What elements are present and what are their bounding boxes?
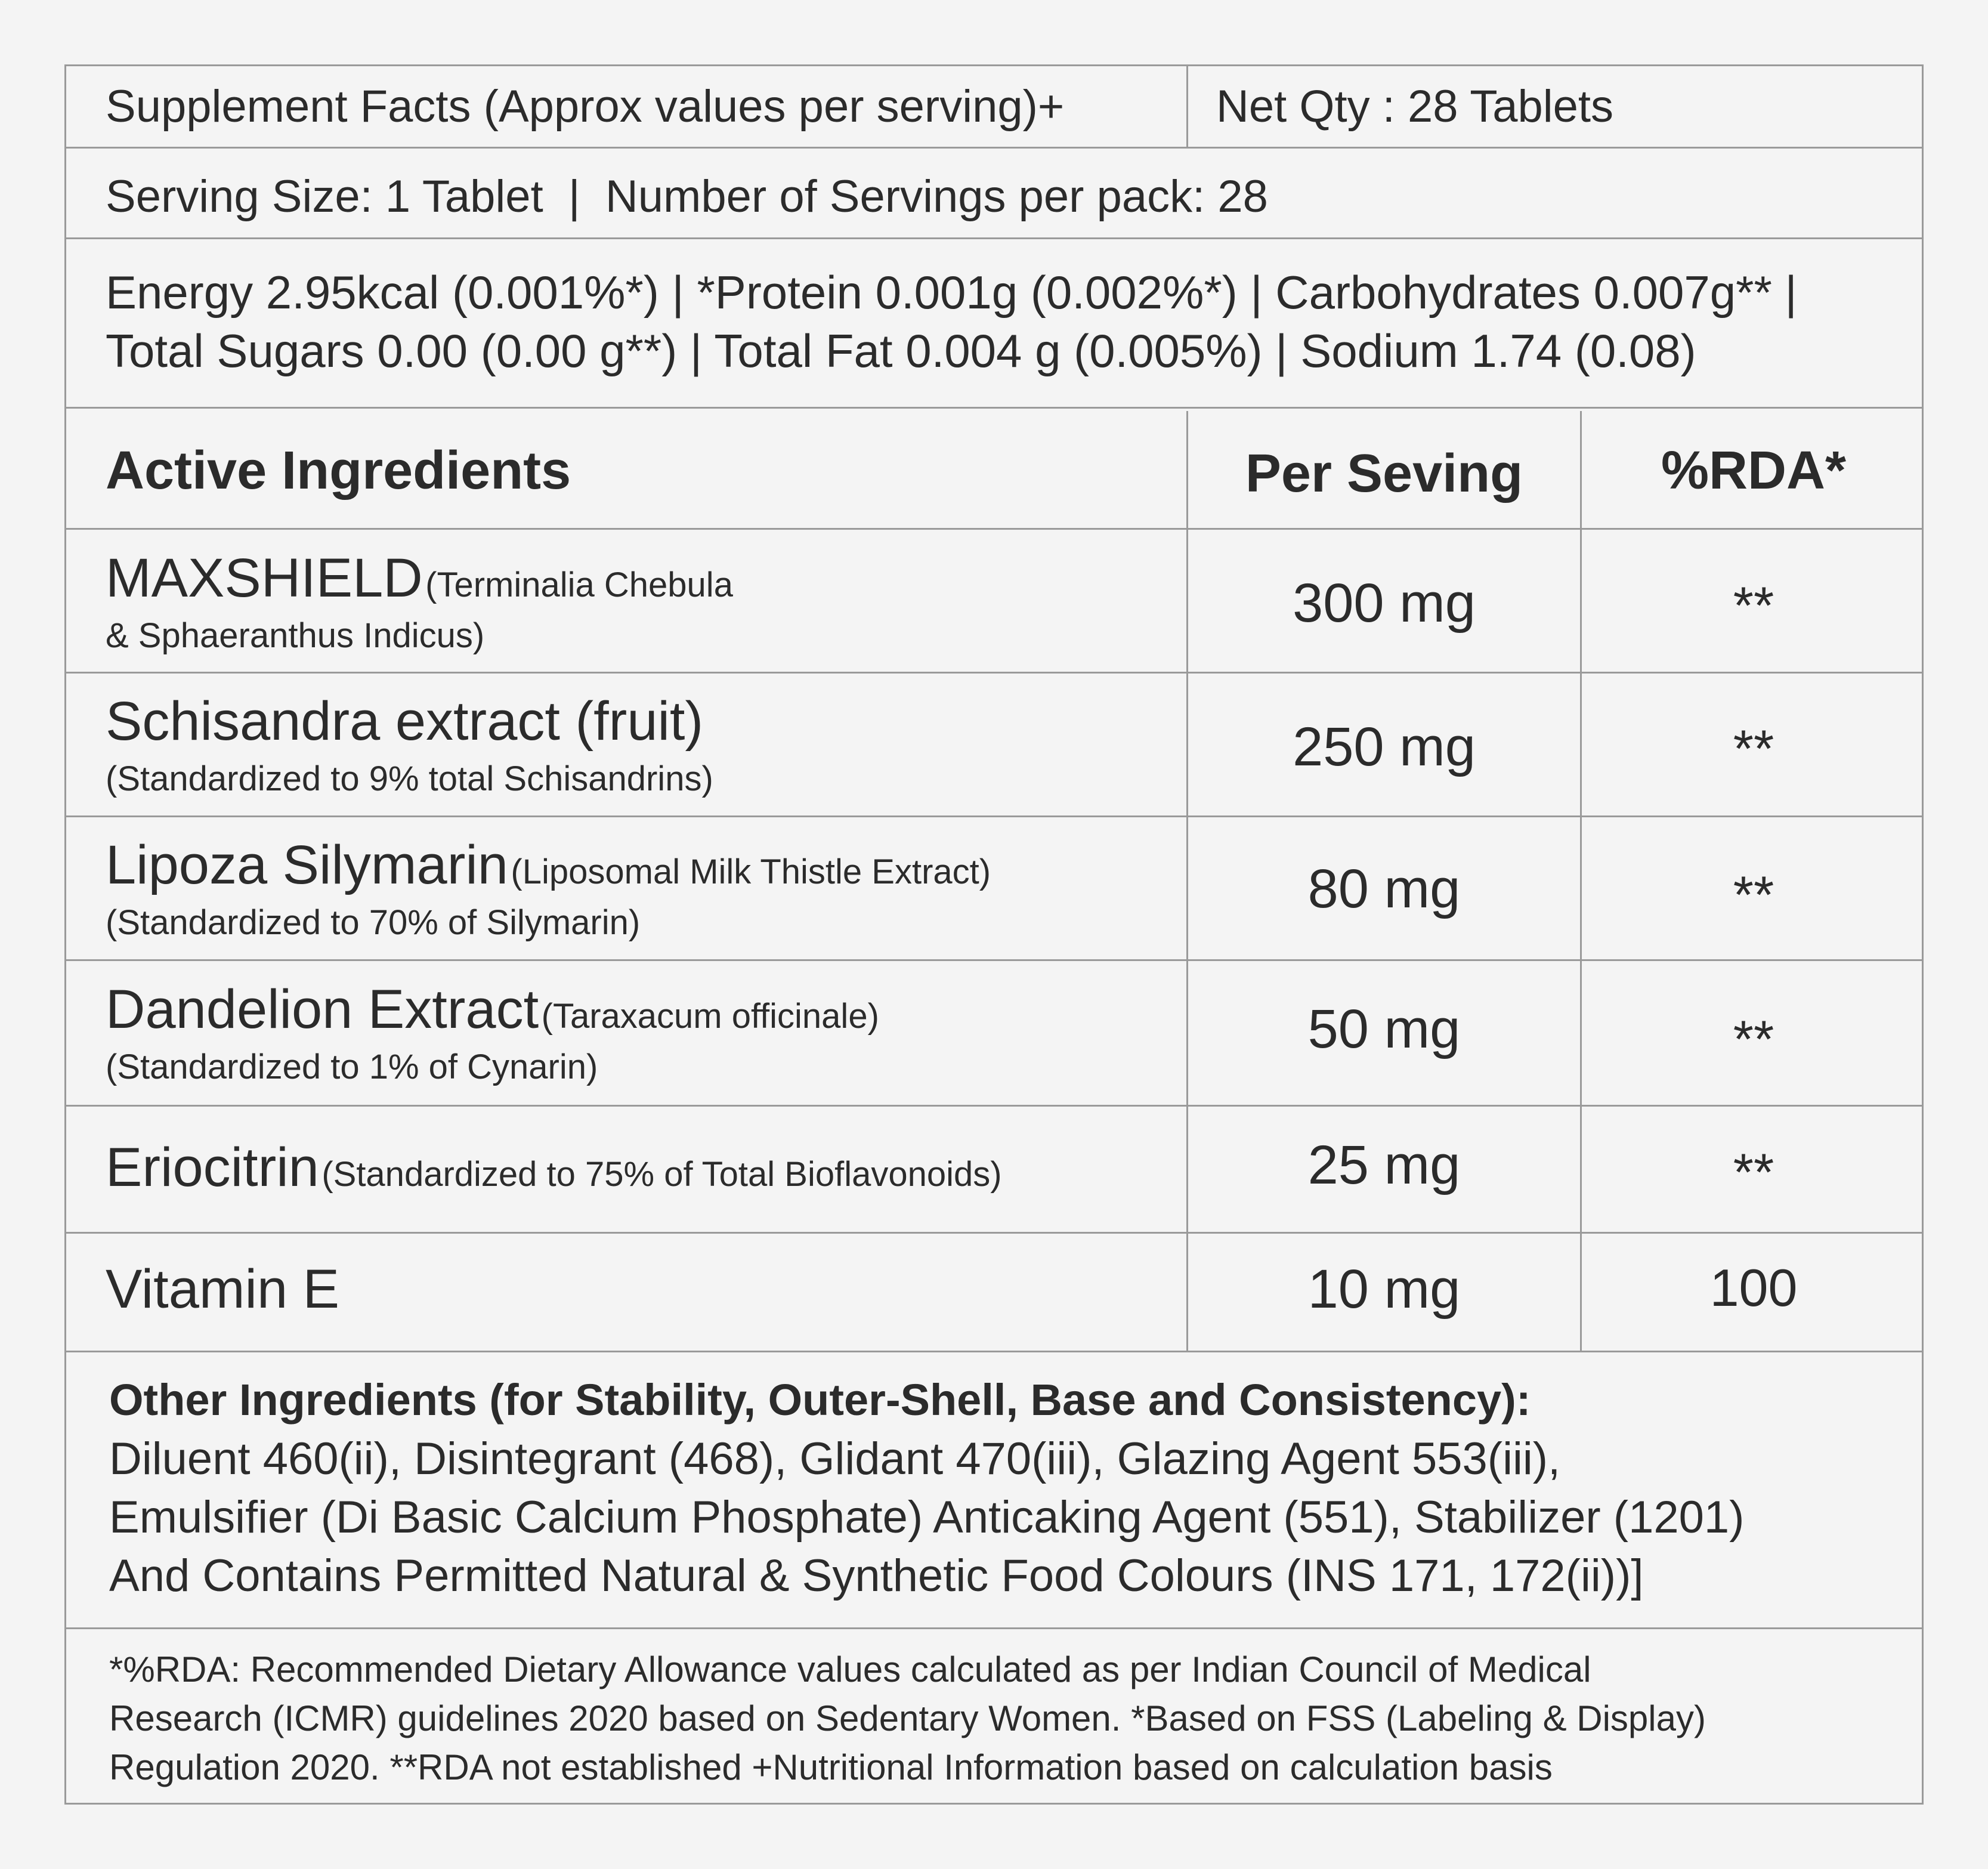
- nutrition-line: Energy 2.95kcal (0.001%*) | *Protein 0.001g (0.002%*) | Carbohydrates 0.007g** |: [106, 266, 1797, 319]
- footnote: [109, 1645, 1706, 1792]
- header-per-serving: Per Seving: [1245, 444, 1523, 503]
- divider: [66, 959, 1922, 961]
- footnote-line: Research (ICMR) guidelines 2020 based on Sedentary Women. *Based on FSS (Labeling & Display): [109, 1698, 1706, 1738]
- serving-size: Serving Size: 1 Tablet | Number of Servings per pack: 28: [106, 171, 1268, 222]
- footnote-line: *%RDA: Recommended Dietary Allowance values calculated as per Indian Council of Medical: [109, 1649, 1591, 1689]
- nutrition-summary: [106, 263, 1797, 380]
- amount-per-serving: 250 mg: [1293, 716, 1476, 777]
- ingredient-detail: (Standardized to 9% total Schisandrins): [106, 759, 713, 798]
- ingredient-name: [106, 1137, 1002, 1198]
- header-active-ingredients: Active Ingredients: [106, 441, 571, 501]
- ingredient-note: (Taraxacum officinale): [541, 997, 879, 1036]
- rda-value: **: [1733, 1142, 1774, 1201]
- rda-value: 100: [1709, 1258, 1798, 1317]
- ingredient-note: (Liposomal Milk Thistle Extract): [511, 852, 991, 891]
- other-ingredients-line: Diluent 460(ii), Disintegrant (468), Glidant 470(iii), Glazing Agent 553(iii),: [109, 1434, 1561, 1484]
- ingredient-note: (Standardized to 75% of Total Bioflavonoids): [321, 1155, 1002, 1194]
- divider: [66, 528, 1922, 530]
- amount-per-serving: 80 mg: [1307, 858, 1461, 919]
- supplement-facts-title: Supplement Facts (Approx values per serving)+: [106, 81, 1065, 132]
- divider: [66, 147, 1922, 149]
- divider: [66, 1232, 1922, 1234]
- rda-value: **: [1733, 1009, 1774, 1068]
- ingredient-note: (Terminalia Chebula: [425, 566, 733, 604]
- other-ingredients-line: And Contains Permitted Natural & Synthetic Food Colours (INS 171, 172(ii))]: [109, 1550, 1644, 1601]
- rda-value: **: [1733, 865, 1774, 924]
- divider: [66, 1627, 1922, 1629]
- amount-per-serving: 300 mg: [1293, 573, 1476, 634]
- amount-per-serving: 25 mg: [1307, 1135, 1461, 1195]
- ingredient-main: Eriocitrin: [106, 1137, 319, 1198]
- ingredient-name: [106, 691, 713, 798]
- other-ingredients-line: Emulsifier (Di Basic Calcium Phosphate) Anticaking Agent (551), Stabilizer (1201): [109, 1492, 1745, 1543]
- ingredient-detail: (Standardized to 1% of Cynarin): [106, 1048, 598, 1086]
- divider: [66, 1105, 1922, 1107]
- ingredient-main: Lipoza Silymarin: [106, 835, 508, 895]
- divider: [66, 815, 1922, 817]
- ingredient-detail: (Standardized to 70% of Silymarin): [106, 903, 641, 942]
- divider: [1186, 66, 1188, 147]
- other-ingredients-title: Other Ingredients (for Stability, Outer-Shell, Base and Consistency):: [109, 1375, 1531, 1425]
- divider: [66, 1351, 1922, 1352]
- ingredient-name: [106, 835, 991, 942]
- amount-per-serving: 10 mg: [1307, 1259, 1461, 1320]
- header-rda: %RDA*: [1661, 441, 1847, 501]
- rda-value: **: [1733, 719, 1774, 778]
- ingredient-name: Vitamin E: [106, 1259, 340, 1320]
- net-quantity: Net Qty : 28 Tablets: [1216, 81, 1614, 132]
- nutrition-line: Total Sugars 0.00 (0.00 g**) | Total Fat 0.004 g (0.005%) | Sodium 1.74 (0.08): [106, 325, 1696, 377]
- ingredient-main: Schisandra extract (fruit): [106, 691, 704, 752]
- ingredient-main: MAXSHIELD: [106, 548, 423, 608]
- ingredient-detail: & Sphaeranthus Indicus): [106, 616, 485, 655]
- supplement-facts-panel: [64, 64, 1924, 1805]
- ingredient-name: [106, 979, 879, 1086]
- rda-value: **: [1733, 576, 1774, 635]
- footnote-line: Regulation 2020. **RDA not established +Nutritional Information based on calculation basis: [109, 1747, 1553, 1787]
- amount-per-serving: 50 mg: [1307, 999, 1461, 1059]
- divider: [66, 672, 1922, 674]
- divider: [66, 237, 1922, 239]
- ingredient-main: Dandelion Extract: [106, 979, 539, 1040]
- ingredient-name: [106, 548, 733, 655]
- other-ingredients: [109, 1370, 1744, 1605]
- divider: [66, 407, 1922, 409]
